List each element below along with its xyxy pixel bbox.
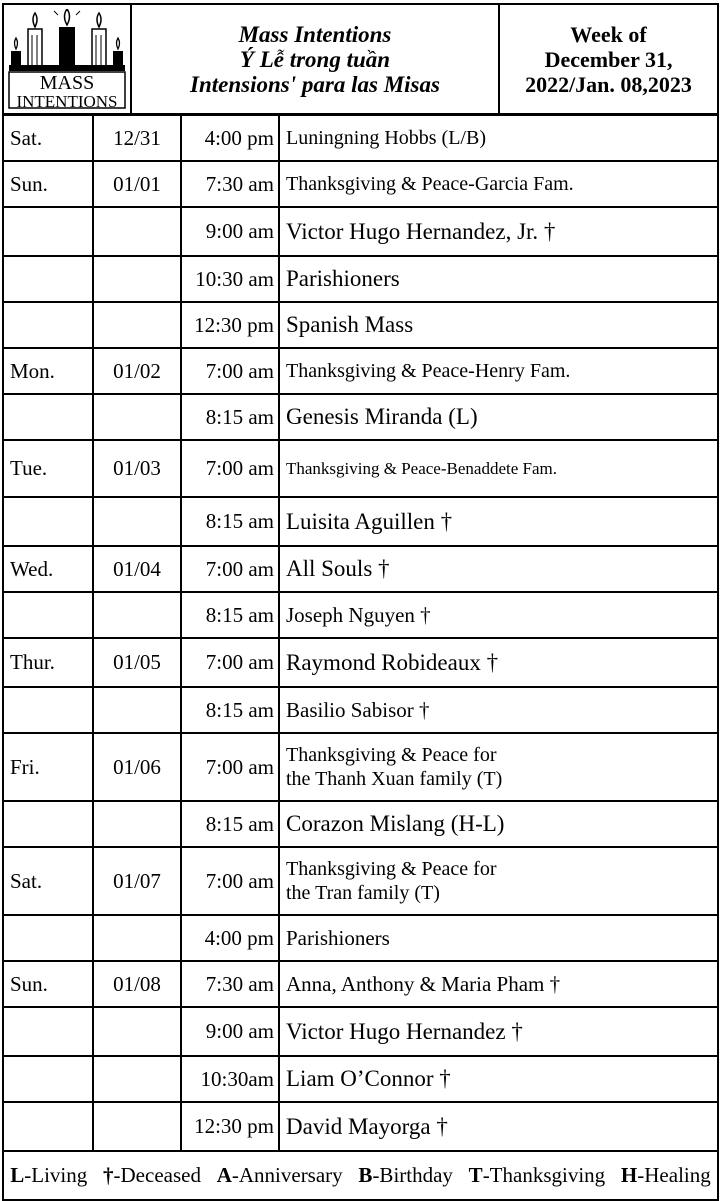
table-row: [3, 207, 718, 256]
legend-key: B: [358, 1163, 373, 1187]
intention-cell: [279, 687, 718, 733]
day-cell: Fri.: [3, 733, 93, 801]
legend-key: H: [620, 1163, 638, 1187]
day-cell: [3, 592, 93, 638]
day-cell: [3, 1102, 93, 1151]
intention-line: Spanish Mass: [286, 312, 414, 337]
time-cell: 4:00 pm: [181, 915, 279, 961]
time-cell: 4:00 pm: [181, 115, 279, 161]
intention-cell: [279, 1056, 718, 1102]
day-cell: [3, 1056, 93, 1102]
intention-line: Thanksgiving & Peace-Benaddete Fam.: [286, 458, 557, 478]
time-cell: 9:00 am: [181, 1007, 279, 1056]
legend-label: -Anniversary: [231, 1163, 343, 1187]
intention-line: Thanksgiving & Peace for: [286, 744, 497, 766]
legend-label: -Deceased: [113, 1163, 201, 1187]
legend-label: -Living: [24, 1163, 88, 1187]
day-cell: [3, 207, 93, 256]
table-row: [3, 733, 718, 801]
intention-line: Joseph Nguyen †: [286, 602, 431, 627]
table-row: [3, 497, 718, 546]
intention-cell: [279, 638, 718, 687]
day-cell: [3, 394, 93, 440]
date-cell: 01/08: [93, 961, 181, 1007]
title-spanish: Intensions' para las Misas: [190, 71, 440, 97]
day-cell: Sat.: [3, 847, 93, 915]
time-cell: 7:00 am: [181, 546, 279, 592]
table-row: [3, 546, 718, 592]
intention-line: Thanksgiving & Peace-Henry Fam.: [286, 359, 571, 382]
date-cell: [93, 207, 181, 256]
legend-key: T: [468, 1163, 483, 1187]
week-of: [500, 5, 717, 113]
intention-cell: [279, 207, 718, 256]
logo-text-intentions: INTENTIONS: [16, 92, 118, 109]
header: [2, 3, 719, 115]
intention-cell: [279, 497, 718, 546]
week-line-1: Week of: [570, 21, 647, 47]
intention-line: Corazon Mislang (H-L): [286, 811, 505, 836]
intention-cell: [279, 915, 718, 961]
time-cell: 10:30am: [181, 1056, 279, 1102]
time-cell: 8:15 am: [181, 394, 279, 440]
legend-row: [3, 1151, 718, 1200]
day-cell: [3, 497, 93, 546]
intention-cell: [279, 348, 718, 394]
time-cell: 7:30 am: [181, 161, 279, 207]
date-cell: 01/07: [93, 847, 181, 915]
candles-logo-icon: [8, 9, 126, 109]
intention-cell: [279, 302, 718, 348]
date-cell: [93, 1056, 181, 1102]
date-cell: 12/31: [93, 115, 181, 161]
time-cell: 7:00 am: [181, 638, 279, 687]
intention-cell: [279, 961, 718, 1007]
title-english: Mass Intentions: [238, 21, 392, 47]
date-cell: 01/04: [93, 546, 181, 592]
header-title: [132, 5, 500, 113]
day-cell: [3, 687, 93, 733]
date-cell: [93, 801, 181, 847]
intention-cell: [279, 847, 718, 915]
time-cell: 7:00 am: [181, 733, 279, 801]
intention-cell: [279, 256, 718, 302]
day-cell: Tue.: [3, 440, 93, 497]
day-cell: [3, 302, 93, 348]
time-cell: 12:30 pm: [181, 302, 279, 348]
table-row: [3, 161, 718, 207]
legend-label: -Thanksgiving: [482, 1163, 606, 1187]
time-cell: 7:30 am: [181, 961, 279, 1007]
date-cell: [93, 1007, 181, 1056]
table-row: [3, 801, 718, 847]
date-cell: [93, 394, 181, 440]
date-cell: [93, 497, 181, 546]
table-row: [3, 687, 718, 733]
intention-line: Raymond Robideaux †: [286, 649, 499, 675]
day-cell: Sun.: [3, 161, 93, 207]
time-cell: 8:15 am: [181, 687, 279, 733]
date-cell: 01/03: [93, 440, 181, 497]
intention-line: Anna, Anthony & Maria Pham †: [286, 971, 561, 996]
intention-cell: [279, 1102, 718, 1151]
intention-line: Genesis Miranda (L): [286, 404, 478, 429]
table-row: [3, 915, 718, 961]
legend-key: A: [216, 1163, 232, 1187]
time-cell: 7:00 am: [181, 440, 279, 497]
title-vietnamese: Ý Lễ trong tuần: [239, 46, 391, 72]
intention-cell: [279, 394, 718, 440]
date-cell: 01/06: [93, 733, 181, 801]
intention-line: Luningning Hobbs (L/B): [286, 126, 486, 149]
intention-line: David Mayorga †: [286, 1113, 448, 1139]
legend-key: L: [10, 1163, 25, 1187]
intention-line: Thanksgiving & Peace-Garcia Fam.: [286, 172, 574, 195]
time-cell: 8:15 am: [181, 801, 279, 847]
intention-line: Parishioners: [286, 925, 390, 950]
date-cell: [93, 302, 181, 348]
day-cell: [3, 1007, 93, 1056]
date-cell: [93, 915, 181, 961]
date-cell: [93, 1102, 181, 1151]
table-row: [3, 961, 718, 1007]
intention-cell: [279, 1007, 718, 1056]
intention-line: the Tran family (T): [286, 882, 440, 904]
legend-label: -Birthday: [372, 1163, 453, 1187]
date-cell: 01/01: [93, 161, 181, 207]
legend: [3, 1151, 718, 1200]
table-row: [3, 638, 718, 687]
table-row: [3, 592, 718, 638]
legend-key: †: [103, 1163, 114, 1187]
date-cell: [93, 687, 181, 733]
week-line-3: 2022/Jan. 08,2023: [525, 71, 692, 97]
week-line-2: December 31,: [544, 46, 673, 72]
table-row: [3, 1056, 718, 1102]
table-row: [3, 1102, 718, 1151]
intention-cell: [279, 440, 718, 497]
table-row: [3, 256, 718, 302]
intention-cell: [279, 733, 718, 801]
intention-line: Thanksgiving & Peace for: [286, 858, 497, 880]
table-row: [3, 302, 718, 348]
table-row: [3, 394, 718, 440]
date-cell: 01/05: [93, 638, 181, 687]
table-row: [3, 847, 718, 915]
intention-line: Victor Hugo Hernandez †: [286, 1018, 523, 1044]
date-cell: [93, 256, 181, 302]
time-cell: 8:15 am: [181, 592, 279, 638]
intention-line: Victor Hugo Hernandez, Jr. †: [286, 218, 556, 244]
intention-line: All Souls †: [286, 556, 390, 581]
time-cell: 9:00 am: [181, 207, 279, 256]
date-cell: [93, 592, 181, 638]
intention-cell: [279, 592, 718, 638]
time-cell: 7:00 am: [181, 847, 279, 915]
logo-text-mass: MASS: [39, 72, 95, 94]
day-cell: Sun.: [3, 961, 93, 1007]
time-cell: 12:30 pm: [181, 1102, 279, 1151]
intention-cell: [279, 546, 718, 592]
intention-cell: [279, 161, 718, 207]
time-cell: 7:00 am: [181, 348, 279, 394]
legend-label: -Healing: [637, 1163, 711, 1187]
day-cell: Wed.: [3, 546, 93, 592]
intentions-table: [2, 114, 719, 1201]
intention-line: Parishioners: [286, 266, 400, 291]
intention-line: Basilio Sabisor †: [286, 697, 430, 722]
day-cell: [3, 915, 93, 961]
table-row: [3, 1007, 718, 1056]
mass-intentions-logo: [4, 5, 132, 113]
intention-line: Luisita Aguillen †: [286, 508, 453, 534]
intention-line: the Thanh Xuan family (T): [286, 768, 503, 790]
table-row: [3, 440, 718, 497]
day-cell: Sat.: [3, 115, 93, 161]
day-cell: Thur.: [3, 638, 93, 687]
day-cell: [3, 801, 93, 847]
table-row: [3, 115, 718, 161]
time-cell: 10:30 am: [181, 256, 279, 302]
date-cell: 01/02: [93, 348, 181, 394]
intention-cell: [279, 115, 718, 161]
intention-cell: [279, 801, 718, 847]
day-cell: Mon.: [3, 348, 93, 394]
table-row: [3, 348, 718, 394]
day-cell: [3, 256, 93, 302]
intention-line: Liam O’Connor †: [286, 1066, 451, 1091]
time-cell: 8:15 am: [181, 497, 279, 546]
